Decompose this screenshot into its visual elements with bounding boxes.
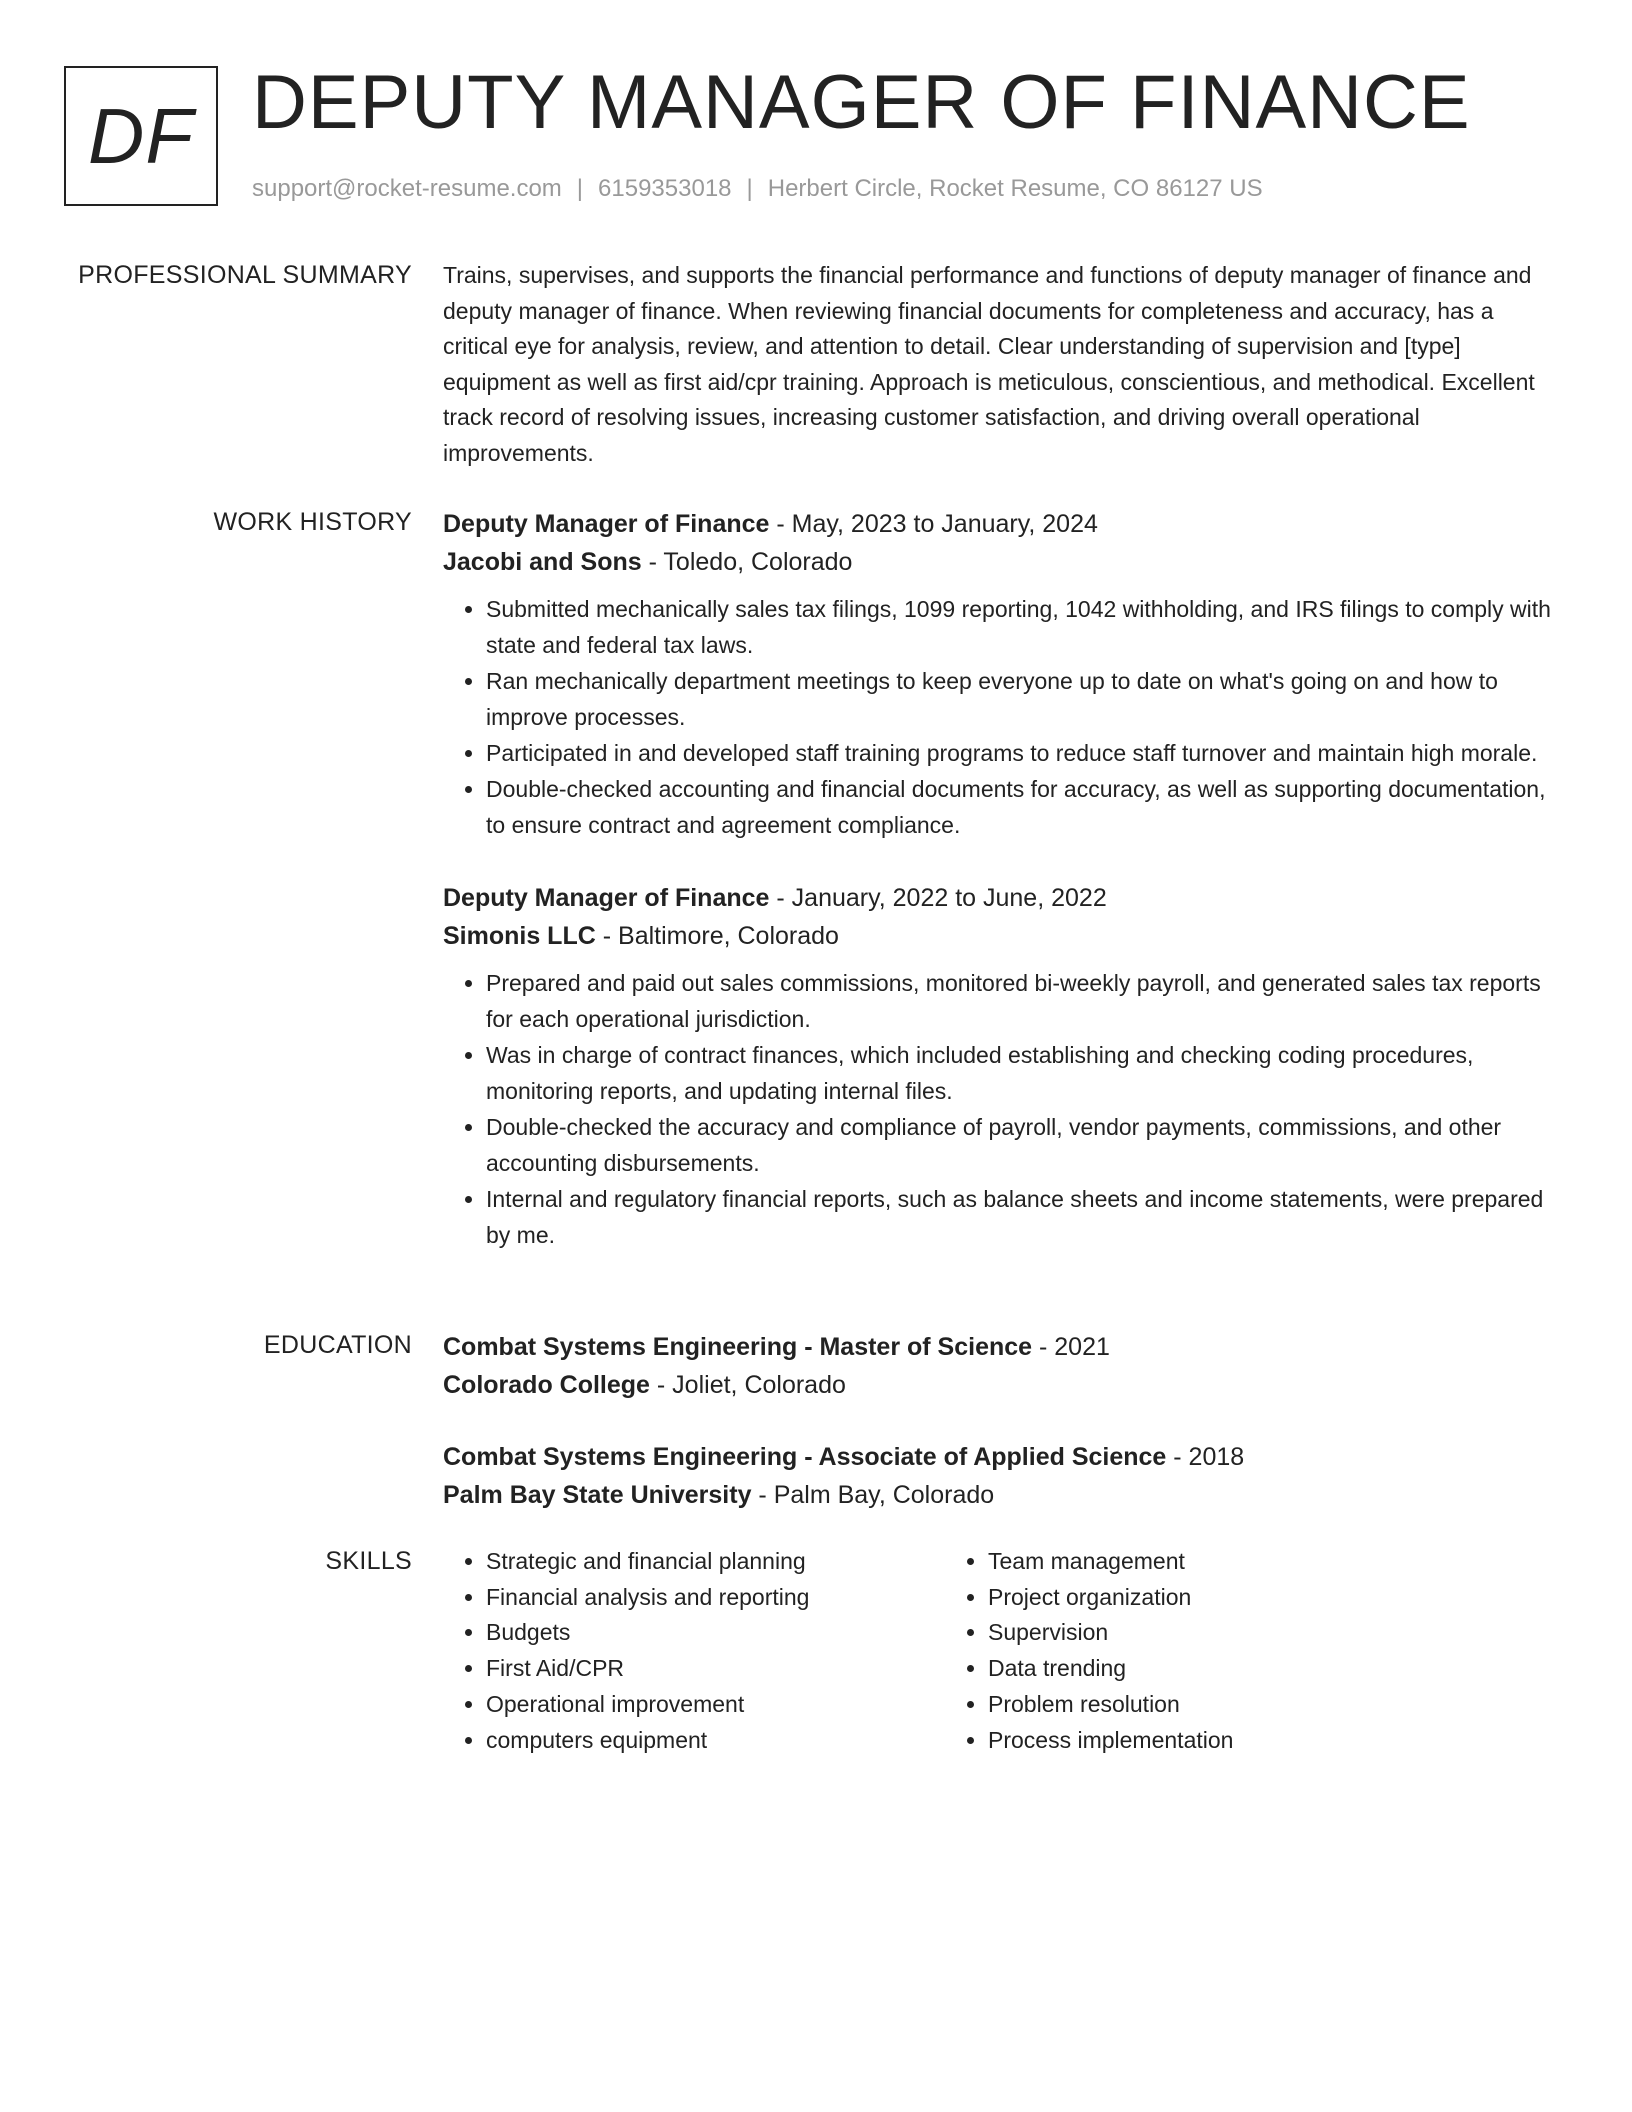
- education-degree-line: [443, 1438, 1553, 1476]
- resume-title: DEPUTY MANAGER OF FINANCE: [252, 60, 1471, 145]
- contact-phone[interactable]: 6159353018: [598, 175, 732, 202]
- job-bullet: • Double-checked the accuracy and compliance of payroll, vendor payments, commissions, and other accounting disbursements.: [486, 1109, 1553, 1181]
- education-school-line: [443, 1366, 1553, 1404]
- job-company-line: [443, 543, 1553, 581]
- education-entry: [443, 1438, 1553, 1514]
- job-entry: [443, 879, 1553, 1253]
- education-location: - Palm Bay, Colorado: [751, 1481, 995, 1509]
- skill-item: • Project organization: [988, 1580, 1447, 1616]
- job-entry: [443, 505, 1553, 843]
- job-bullet: • Prepared and paid out sales commissions, monitored bi-weekly payroll, and generated sales tax reports for each operational jurisdiction.: [486, 965, 1553, 1037]
- skill-item: • Strategic and financial planning: [486, 1544, 945, 1580]
- contact-separator: |: [576, 175, 584, 202]
- skill-item: • Problem resolution: [988, 1687, 1447, 1723]
- skills-list-left: [443, 1544, 945, 1758]
- job-bullet: • Submitted mechanically sales tax filings, 1099 reporting, 1042 withholding, and IRS filings to comply with state and federal tax laws.: [486, 591, 1553, 663]
- skills-list-right: [945, 1544, 1447, 1758]
- work-history-body: [443, 505, 1553, 1253]
- job-bullet: • Ran mechanically department meetings to keep everyone up to date on what's going on and how to improve processes.: [486, 663, 1553, 735]
- job-bullet: • Participated in and developed staff training programs to reduce staff turnover and maintain high morale.: [486, 735, 1553, 771]
- skill-item: • Supervision: [988, 1615, 1447, 1651]
- education-degree: Combat Systems Engineering - Master of Science: [443, 1333, 1033, 1361]
- skill-item: • Operational improvement: [486, 1687, 945, 1723]
- skill-item: • Team management: [988, 1544, 1447, 1580]
- job-title-line: [443, 505, 1553, 543]
- skill-item: • Process implementation: [988, 1723, 1447, 1759]
- summary-body: [443, 258, 1553, 472]
- education-school: Palm Bay State University: [443, 1481, 752, 1509]
- job-bullet: • Internal and regulatory financial reports, such as balance sheets and income statements, were prepared by me.: [486, 1181, 1553, 1253]
- education-degree: Combat Systems Engineering - Associate of Applied Science: [443, 1443, 1167, 1471]
- contact-separator: |: [746, 175, 753, 202]
- job-bullet: • Double-checked accounting and financial documents for accuracy, as well as supporting documentation, to ensure contract and agreement compliance.: [486, 771, 1553, 843]
- skill-item: • First Aid/CPR: [486, 1651, 945, 1687]
- job-title: Deputy Manager of Finance: [443, 510, 770, 538]
- skill-item: • computers equipment: [486, 1723, 945, 1759]
- job-company: Jacobi and Sons: [443, 548, 642, 576]
- education-location: - Joliet, Colorado: [649, 1371, 846, 1399]
- section-heading-summary: PROFESSIONAL SUMMARY: [78, 261, 412, 289]
- section-heading-work-history: WORK HISTORY: [213, 508, 412, 536]
- skill-item: • Financial analysis and reporting: [486, 1580, 945, 1616]
- education-year: - 2018: [1166, 1443, 1245, 1471]
- job-bullet-list: [443, 591, 1553, 843]
- job-dates: - May, 2023 to January, 2024: [769, 510, 1098, 538]
- job-company: Simonis LLC: [443, 922, 596, 950]
- education-body: [443, 1328, 1553, 1514]
- job-bullet: • Was in charge of contract finances, which included establishing and checking coding procedures, monitoring reports, and updating internal files.: [486, 1037, 1553, 1109]
- monogram-logo: DF: [64, 66, 218, 206]
- job-company-line: [443, 917, 1553, 955]
- education-degree-line: [443, 1328, 1553, 1366]
- job-dates: - January, 2022 to June, 2022: [769, 884, 1107, 912]
- education-entry: [443, 1328, 1553, 1404]
- education-school: Colorado College: [443, 1371, 650, 1399]
- skills-columns: [443, 1544, 1553, 1758]
- skill-item: • Data trending: [988, 1651, 1447, 1687]
- job-title-line: [443, 879, 1553, 917]
- contact-line: [252, 174, 1263, 204]
- section-heading-education: EDUCATION: [263, 1331, 412, 1359]
- section-heading-skills: SKILLS: [325, 1547, 412, 1575]
- skills-body: [443, 1544, 1553, 1758]
- job-location: - Baltimore, Colorado: [595, 922, 839, 950]
- education-year: - 2021: [1032, 1333, 1110, 1361]
- job-title: Deputy Manager of Finance: [443, 884, 770, 912]
- education-school-line: [443, 1476, 1553, 1514]
- job-location: - Toledo, Colorado: [641, 548, 853, 576]
- job-bullet-list: [443, 965, 1553, 1253]
- summary-text: Trains, supervises, and supports the financial performance and functions of deputy manager of finance and deputy manager of finance. When reviewing financial documents for completeness and accuracy, has a critical eye for analysis, review, and attention to detail. Clear understanding of supervision and [type] equipment as well as first aid/cpr training. Approach is meticulous, conscientious, and methodical. Excellent track record of resolving issues, increasing customer satisfaction, and driving overall operational improvements.: [443, 262, 1535, 466]
- skill-item: • Budgets: [486, 1615, 945, 1651]
- contact-address: Herbert Circle, Rocket Resume, CO 86127 US: [767, 175, 1263, 202]
- contact-email[interactable]: support@rocket-resume.com: [252, 175, 562, 202]
